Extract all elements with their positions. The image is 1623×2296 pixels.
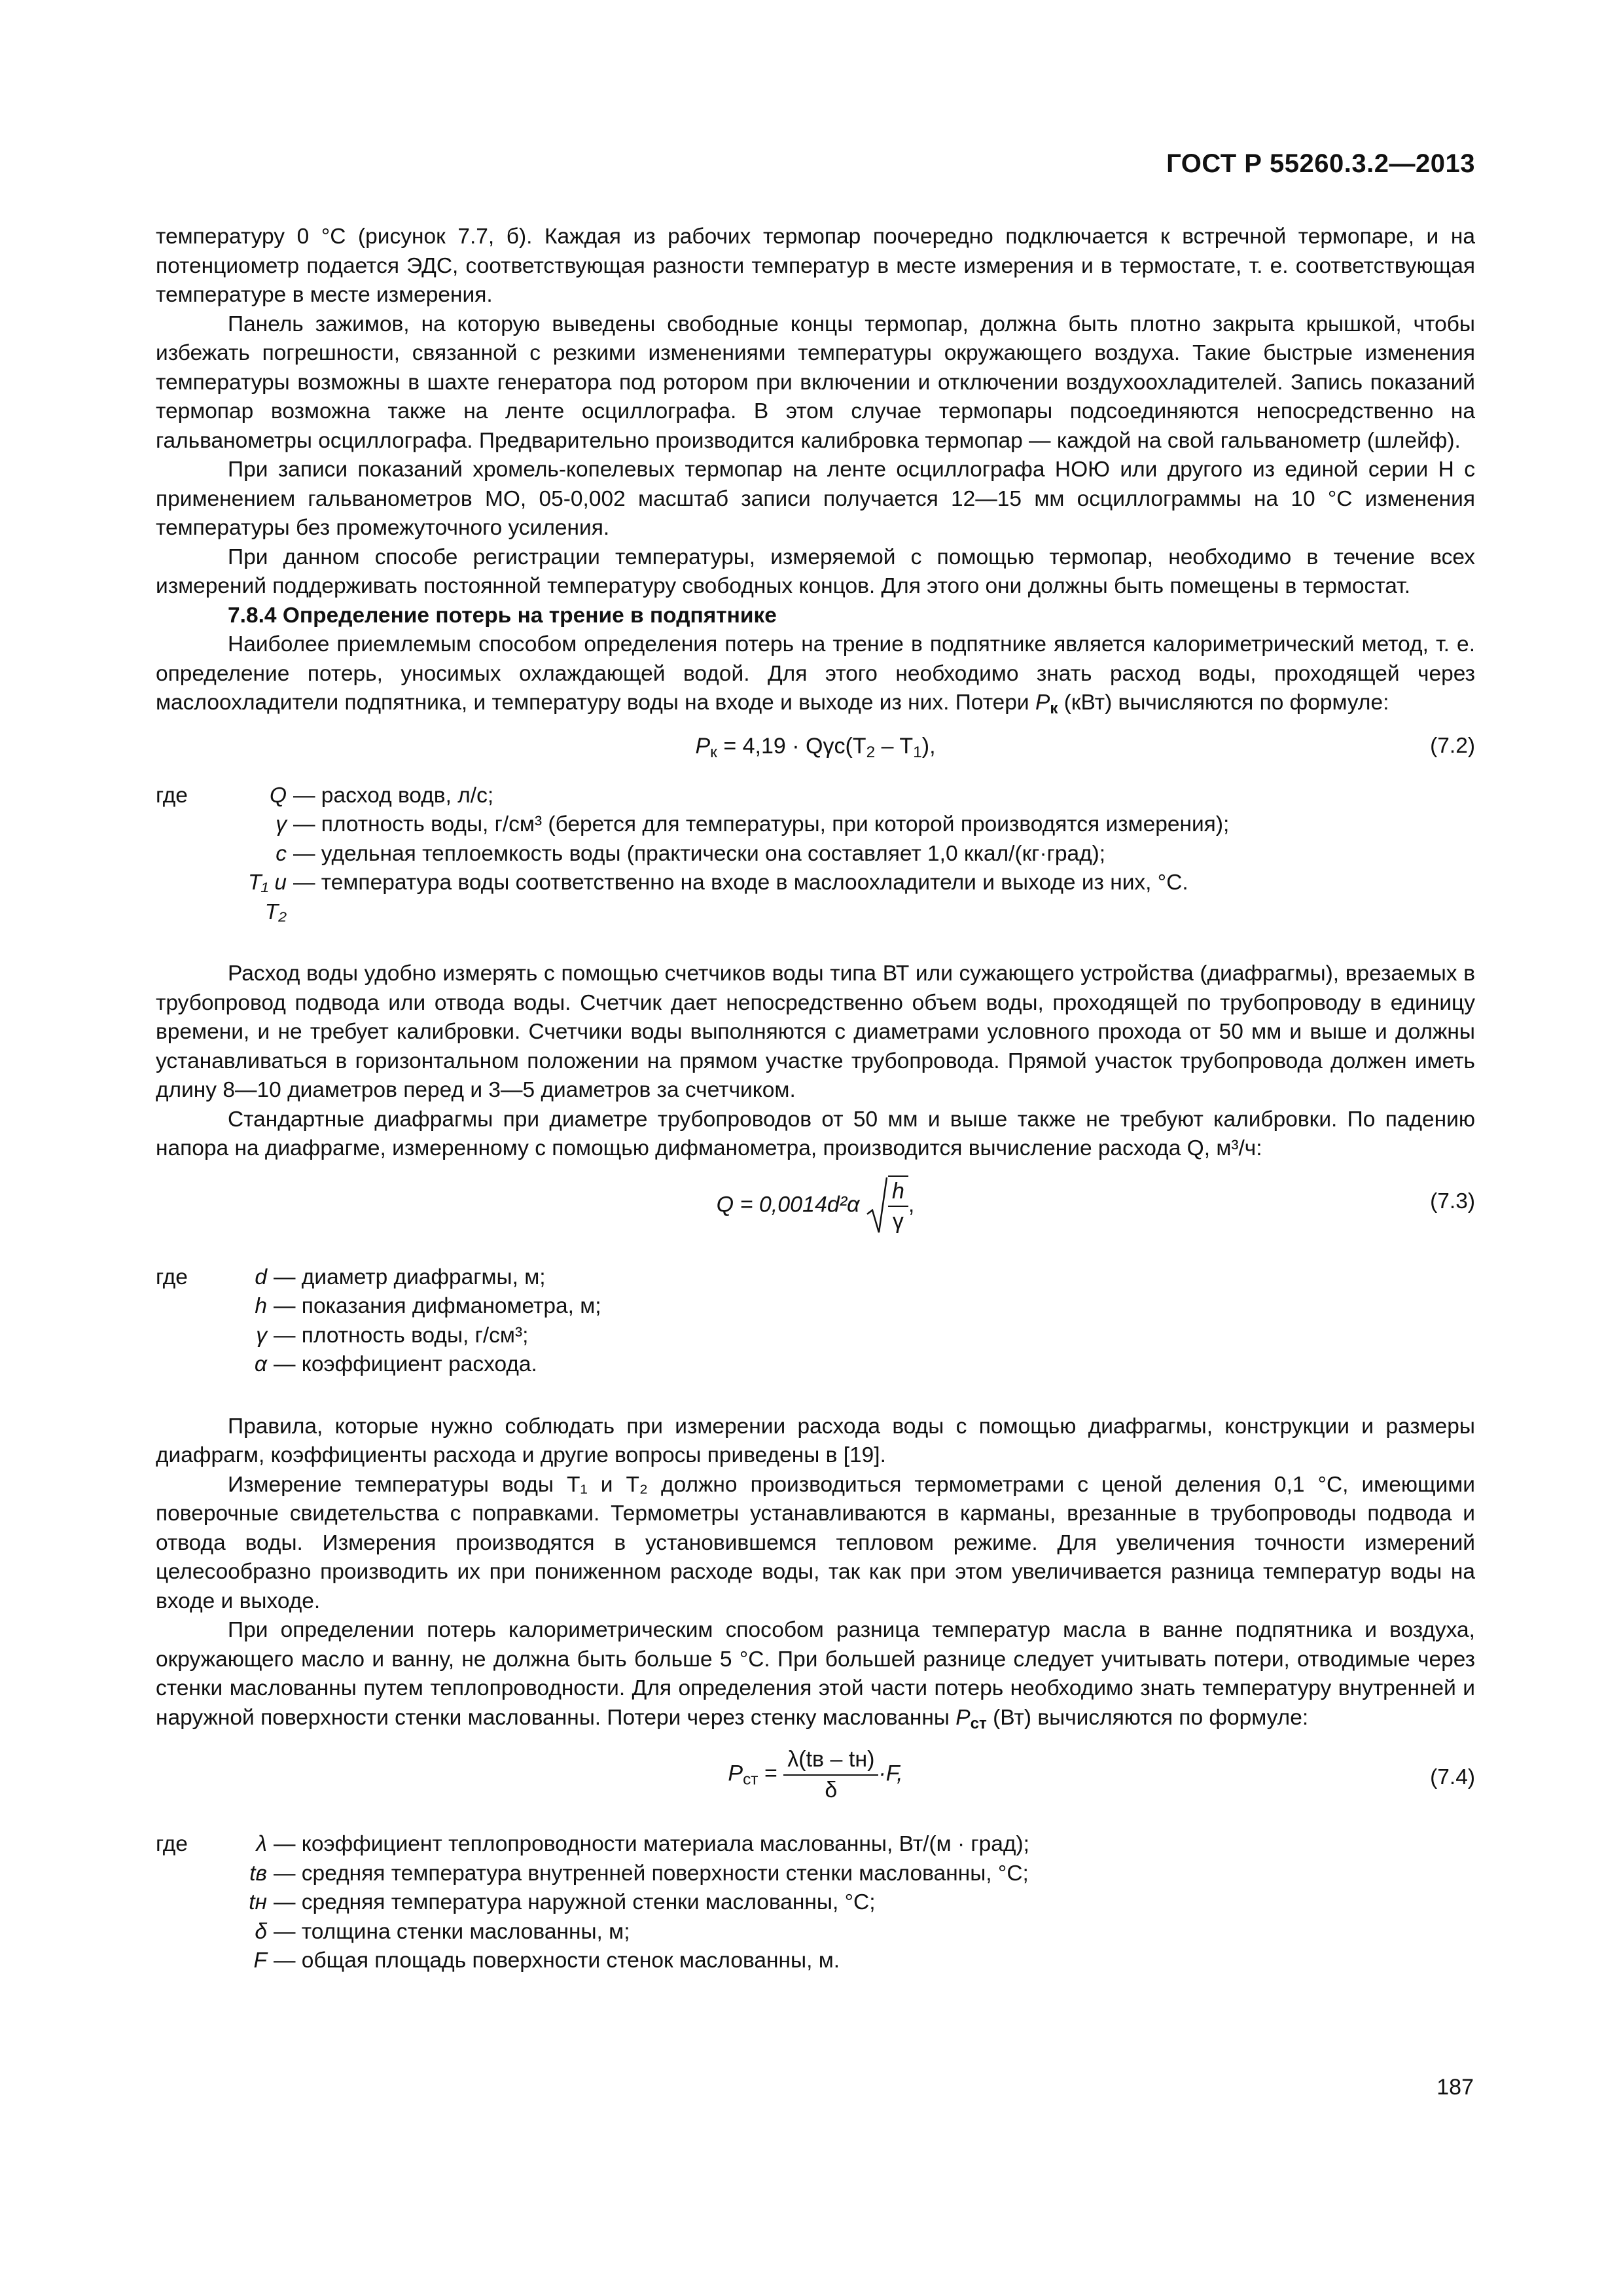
formula-number: (7.4): [1430, 1765, 1475, 1790]
where-list: [156, 781, 1475, 927]
where-lead: [156, 869, 228, 927]
paragraph-text: (кВт) вычисляются по формуле:: [1063, 691, 1389, 715]
fraction-denominator: δ: [825, 1777, 838, 1803]
where-list: [156, 1830, 1475, 1976]
where-symbol: α: [254, 1352, 267, 1377]
where-description: — плотность воды, г/см³ (берется для температуры, при которой производятся измерения);: [293, 812, 1230, 837]
where-symbol: h: [255, 1294, 267, 1319]
formula-lhs: P: [728, 1761, 743, 1786]
paragraph: При записи показаний хромель-копелевых термопар на ленте осциллографа НОЮ или другого из единой серии Н с применением гальванометров МО, 05-0,002 масштаб записи получается 12—15 мм осциллограммы на 10 °С изменения температуры без промежуточного усиления.: [156, 457, 1475, 540]
paragraph: Стандартные диафрагмы при диаметре трубопроводов от 50 мм и выше также не требуют калибровки. По падению напора на диафрагме, измеренному с помощью дифманометра, производится вычисление расхода Q, м³/ч:: [156, 1107, 1475, 1161]
paragraph-text: При определении потерь калориметрическим способом разница температур масла в ванне подпятника и воздуха, окружающего масло и ванну, не должна быть больше 5 °С. При большей разнице следует учитывать потери, отводимые через стенки маслованны путем теплопроводности. Для определения этой части потерь необходимо знать температуру внутренней и наружной поверхности стенки маслованны. Потери через стенку маслованны: [156, 1618, 1475, 1730]
paragraph: Измерение температуры воды T₁ и T₂ должно производиться термометрами с ценой деления 0,1 °С, имеющими поверочные свидетельства с поправками. Термометры устанавливаются в карманы, врезанные в трубопроводы подвода и отвода воды. Измерения производятся в установившемся тепловом режиме. Для увеличения точности измерений целесообразно производить их при пониженном расходе воды, так как при этом увеличивается разница температур воды на входе и выходе.: [156, 1472, 1475, 1613]
fraction-numerator: λ(tв – tн): [783, 1745, 878, 1776]
where-symbol: F: [253, 1948, 267, 1973]
formula-expression: [156, 1175, 1475, 1236]
where-description: — коэффициент теплопроводности материала маслованны, Вт/(м · град);: [274, 1832, 1029, 1857]
formula-sub: 2: [866, 743, 876, 761]
where-description: — удельная теплоемкость воды (практически она составляет 1,0 ккал/(кг·град);: [293, 841, 1106, 866]
where-symbol: c: [276, 841, 287, 866]
where-symbol: δ: [255, 1919, 267, 1944]
where-description: — расход водв, л/с;: [293, 783, 494, 808]
where-description: — толщина стенки маслованны, м;: [274, 1919, 630, 1944]
formula-rhs: ),: [921, 733, 936, 759]
page-body: [156, 223, 1475, 1980]
where-description: — коэффициент расхода.: [274, 1352, 537, 1377]
symbol-sub: к: [1050, 700, 1058, 718]
where-symbol: γ: [256, 1323, 267, 1348]
where-lead: [156, 840, 228, 869]
formula-rhs: – T: [875, 733, 914, 759]
formula-lhs: Q = 0,0014d²α: [716, 1192, 860, 1217]
where-symbol: Q: [269, 783, 287, 808]
formula-number: (7.3): [1430, 1189, 1475, 1213]
where-description: — плотность воды, г/см³;: [274, 1323, 529, 1348]
formula-expression: $P_{ст}$ = $\frac{\lambda(tв - tн)}{\delta}$ ·F,: [156, 1745, 1475, 1804]
page-number: 187: [1436, 2075, 1474, 2100]
where-lead: [156, 1918, 228, 1947]
formula-7-3: [156, 1175, 1475, 1247]
fraction-numerator: h: [888, 1177, 908, 1208]
where-lead: где: [156, 783, 188, 808]
where-lead: [156, 810, 228, 840]
where-lead: [156, 1321, 228, 1351]
where-description: — показания дифманометра, м;: [274, 1294, 601, 1319]
formula-rhs: = 4,19 · Qγc(T: [723, 733, 866, 759]
where-symbol: tв: [249, 1861, 267, 1886]
where-description: — средняя температура внутренней поверхности стенки маслованны, °С;: [274, 1861, 1029, 1886]
formula-7-2: [156, 732, 1475, 768]
where-lead: где: [156, 1265, 188, 1289]
formula-rhs: ,: [908, 1192, 915, 1217]
symbol: P: [955, 1705, 971, 1730]
where-lead: где: [156, 1832, 188, 1857]
where-symbol: tн: [249, 1890, 267, 1915]
where-lead: [156, 1292, 228, 1321]
paragraph: Панель зажимов, на которую выведены свободные концы термопар, должна быть плотно закрыта крышкой, чтобы избежать погрешности, связанной с резкими изменениями температуры окружающего воздуха. Такие быстрые изменения температуры возможны в шахте генератора под ротором при включении и отключении воздухоохладителей. Запись показаний термопар возможна также на ленте осциллографа. В этом случае термопары подсоединяются непосредственно на гальванометры осциллографа. Предварительно производится калибровка термопар — каждой на свой гальванометр (шлейф).: [156, 312, 1475, 453]
paragraph: Расход воды удобно измерять с помощью счетчиков воды типа ВТ или сужающего устройства (диафрагмы), врезаемых в трубопровод подвода или отвода воды. Счетчик дает непосредственно объем воды, проходящей по трубопроводу в единицу времени, и не требует калибровки. Счетчики воды выполняются с диаметрами условного прохода от 50 мм и выше и должны устанавливаться в горизонтальном положении на прямом участке трубопровода. Прямой участок трубопровода должен иметь длину 8—10 диаметров перед и 3—5 диаметров за счетчиком.: [156, 961, 1475, 1103]
section-heading: 7.8.4 Определение потерь на трение в подпятнике: [228, 603, 777, 628]
where-symbol: λ: [256, 1832, 267, 1857]
fraction: [783, 1745, 878, 1804]
paragraph-text: Наиболее приемлемым способом определения потерь на трение в подпятнике является калориметрический метод, т. е. определение потерь, уносимых охлаждающей водой. Для этого необходимо знать расход воды, проходящей через маслоохладители подпятника, и температуру воды на входе и выходе из них. Потери: [156, 632, 1475, 715]
where-symbol: T₁ и T₂: [248, 870, 287, 924]
where-lead: [156, 1350, 228, 1380]
formula-expression: [156, 732, 1475, 768]
spacer: [156, 931, 1475, 960]
sqrt-symbol: [866, 1175, 908, 1236]
where-symbol: γ: [276, 812, 287, 837]
where-list: [156, 1263, 1475, 1380]
formula-sub: ст: [743, 1770, 758, 1789]
where-lead: [156, 1888, 228, 1918]
fraction-denominator: γ: [892, 1209, 904, 1234]
paragraph: При данном способе регистрации температуры, измеряемой с помощью термопар, необходимо в течение всех измерений поддерживать постоянной температуру свободных концов. Для этого они должны быть помещены в термостат.: [156, 545, 1475, 598]
where-lead: [156, 1859, 228, 1889]
where-description: — средняя температура наружной стенки маслованны, °С;: [274, 1890, 876, 1915]
symbol: P: [1035, 691, 1050, 715]
where-description: — температура воды соответственно на входе в маслоохладители и выходе из них, °С.: [293, 870, 1188, 895]
document-header: ГОСТ Р 55260.3.2—2013: [1166, 149, 1475, 178]
radical-sign: [866, 1176, 888, 1235]
paragraph: Правила, которые нужно соблюдать при измерении расхода воды с помощью диафрагмы, конструкции и размеры диафрагм, коэффициенты расхода и другие вопросы приведены в [19].: [156, 1414, 1475, 1468]
where-symbol: d: [255, 1265, 267, 1289]
formula-lhs: P: [695, 733, 711, 759]
symbol-sub: ст: [970, 1714, 987, 1732]
formula-sub: 1: [913, 743, 922, 761]
where-lead: [156, 1946, 228, 1976]
formula-rhs: ·F,: [878, 1761, 903, 1786]
where-description: — диаметр диафрагмы, м;: [274, 1265, 546, 1289]
where-description: — общая площадь поверхности стенок маслованны, м.: [274, 1948, 840, 1973]
paragraph: [156, 630, 1475, 724]
paragraph: [156, 1616, 1475, 1738]
spacer: [156, 1384, 1475, 1412]
formula-sub: к: [710, 743, 717, 761]
formula-number: (7.2): [1430, 733, 1475, 758]
paragraph: температуру 0 °С (рисунок 7.7, б). Каждая из рабочих термопар поочередно подключается к встречной термопаре, и на потенциометр подается ЭДС, соответствующая разности температур в месте измерения и в термостате, т. е. соответствующая температуре в месте измерения.: [156, 224, 1475, 307]
formula-7-4: [156, 1745, 1475, 1817]
fraction: [888, 1175, 908, 1236]
paragraph-text: (Вт) вычисляются по формуле:: [993, 1705, 1309, 1730]
